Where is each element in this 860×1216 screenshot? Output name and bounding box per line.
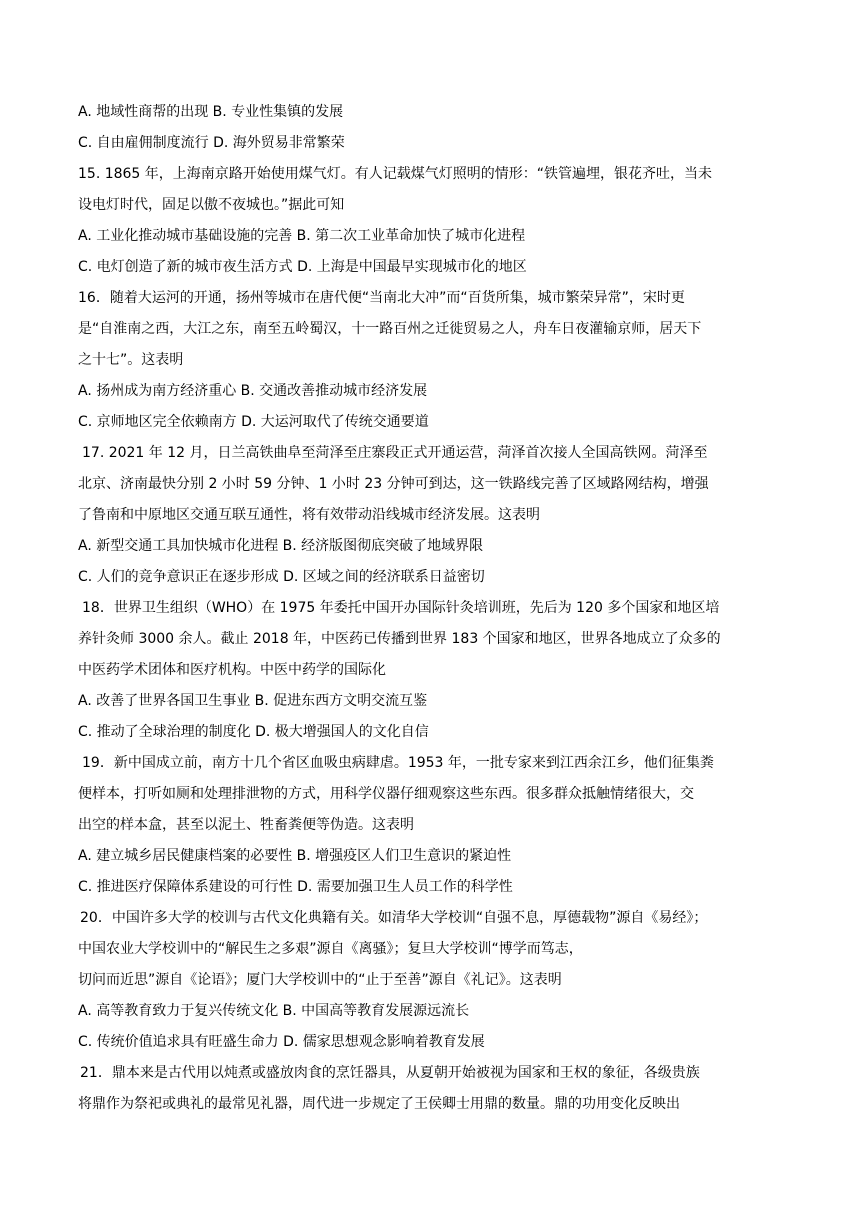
question-18-line-1: 18．世界卫生组织（WHO）在 1975 年委托中国开办国际针灸培训班，先后为 120 多个国家和地区培	[82, 600, 720, 616]
question-17-line-2: 北京、济南最快分别 2 小时 59 分钟、1 小时 23 分钟可到达，这一铁路线完善了区域路网结构，增强	[78, 476, 709, 492]
question-15-line-2: 设电灯时代，固足以傲不夜城也。”据此可知	[78, 197, 345, 213]
question-15-line-1: 15. 1865 年，上海南京路开始使用煤气灯。有人记载煤气灯照明的情形：“铁管遍埋，银花齐吐，当未	[78, 166, 713, 182]
option-line-q16-ab: A. 扬州成为南方经济重心 B. 交通改善推动城市经济发展	[78, 383, 428, 399]
option-line-q18-ab: A. 改善了世界各国卫生事业 B. 促进东西方文明交流互鉴	[78, 693, 428, 709]
question-16-line-3: 之十七”。这表明	[78, 352, 184, 368]
question-18-line-3: 中医药学术团体和医疗机构。中医中药学的国际化	[78, 662, 386, 678]
question-20-line-3: 切问而近思”源自《论语》；厦门大学校训中的“止于至善”源自《礼记》。这表明	[78, 972, 562, 988]
question-20-line-2: 中国农业大学校训中的“解民生之多艰”源自《离骚》；复旦大学校训“博学而笃志，	[78, 941, 583, 957]
option-line-q15-ab: A. 工业化推动城市基础设施的完善 B. 第二次工业革命加快了城市化进程	[78, 228, 526, 244]
question-19-line-3: 出空的样本盒，甚至以泥土、牲畜粪便等伪造。这表明	[78, 817, 414, 833]
question-21-line-1: 21．鼎本来是古代用以炖煮或盛放肉食的烹饪器具，从夏朝开始被视为国家和王权的象征，各级贵族	[80, 1065, 700, 1081]
question-16-line-2: 是“自淮南之西，大江之东，南至五岭蜀汉，十一路百州之迁徙贸易之人，舟车日夜灌输京师，居天下	[78, 321, 702, 337]
question-16-line-1: 16．随着大运河的开通，扬州等城市在唐代便“当南北大冲”而“百货所集，城市繁荣异常”，宋时更	[78, 290, 685, 306]
question-17-line-3: 了鲁南和中原地区交通互联互通性，将有效带动沿线城市经济发展。这表明	[78, 507, 540, 523]
question-21-line-2: 将鼎作为祭祀或典礼的最常见礼器，周代进一步规定了王侯卿士用鼎的数量。鼎的功用变化反映出	[78, 1096, 680, 1112]
option-line-q20-ab: A. 高等教育致力于复兴传统文化 B. 中国高等教育发展源远流长	[78, 1003, 470, 1019]
question-19-line-1: 19．新中国成立前，南方十几个省区血吸虫病肆虐。1953 年，一批专家来到江西余江乡，他们征集粪	[82, 755, 714, 771]
question-17-line-1: 17. 2021 年 12 月，日兰高铁曲阜至菏泽至庄寨段正式开通运营，菏泽首次接人全国高铁网。菏泽至	[82, 445, 708, 461]
option-line-q14-ab: A. 地域性商帮的出现 B. 专业性集镇的发展	[78, 104, 344, 120]
option-line-q20-cd: C. 传统价值追求具有旺盛生命力 D. 儒家思想观念影响着教育发展	[78, 1034, 485, 1050]
option-line-q15-cd: C. 电灯创造了新的城市夜生活方式 D. 上海是中国最早实现城市化的地区	[78, 259, 527, 275]
option-line-q17-cd: C. 人们的竞争意识正在逐步形成 D. 区域之间的经济联系日益密切	[78, 569, 485, 585]
option-line-q19-cd: C. 推进医疗保障体系建设的可行性 D. 需要加强卫生人员工作的科学性	[78, 879, 513, 895]
option-line-q17-ab: A. 新型交通工具加快城市化进程 B. 经济版图彻底突破了地域界限	[78, 538, 484, 554]
question-20-line-1: 20．中国许多大学的校训与古代文化典籍有关。如清华大学校训“自强不息，厚德载物”源自《易经》；	[80, 910, 708, 926]
option-line-q14-cd: C. 自由雇佣制度流行 D. 海外贸易非常繁荣	[78, 135, 345, 151]
question-19-line-2: 便样本，打听如厕和处理排泄物的方式，用科学仪器仔细观察这些东西。很多群众抵触情绪很大，交	[78, 786, 694, 802]
option-line-q19-ab: A. 建立城乡居民健康档案的必要性 B. 增强疫区人们卫生意识的紧迫性	[78, 848, 512, 864]
option-line-q18-cd: C. 推动了全球治理的制度化 D. 极大增强国人的文化自信	[78, 724, 429, 740]
question-18-line-2: 养针灸师 3000 余人。截止 2018 年，中医药已传播到世界 183 个国家和地区，世界各地成立了众多的	[78, 631, 721, 647]
exam-page	[78, 97, 778, 1120]
option-line-q16-cd: C. 京师地区完全依赖南方 D. 大运河取代了传统交通要道	[78, 414, 429, 430]
